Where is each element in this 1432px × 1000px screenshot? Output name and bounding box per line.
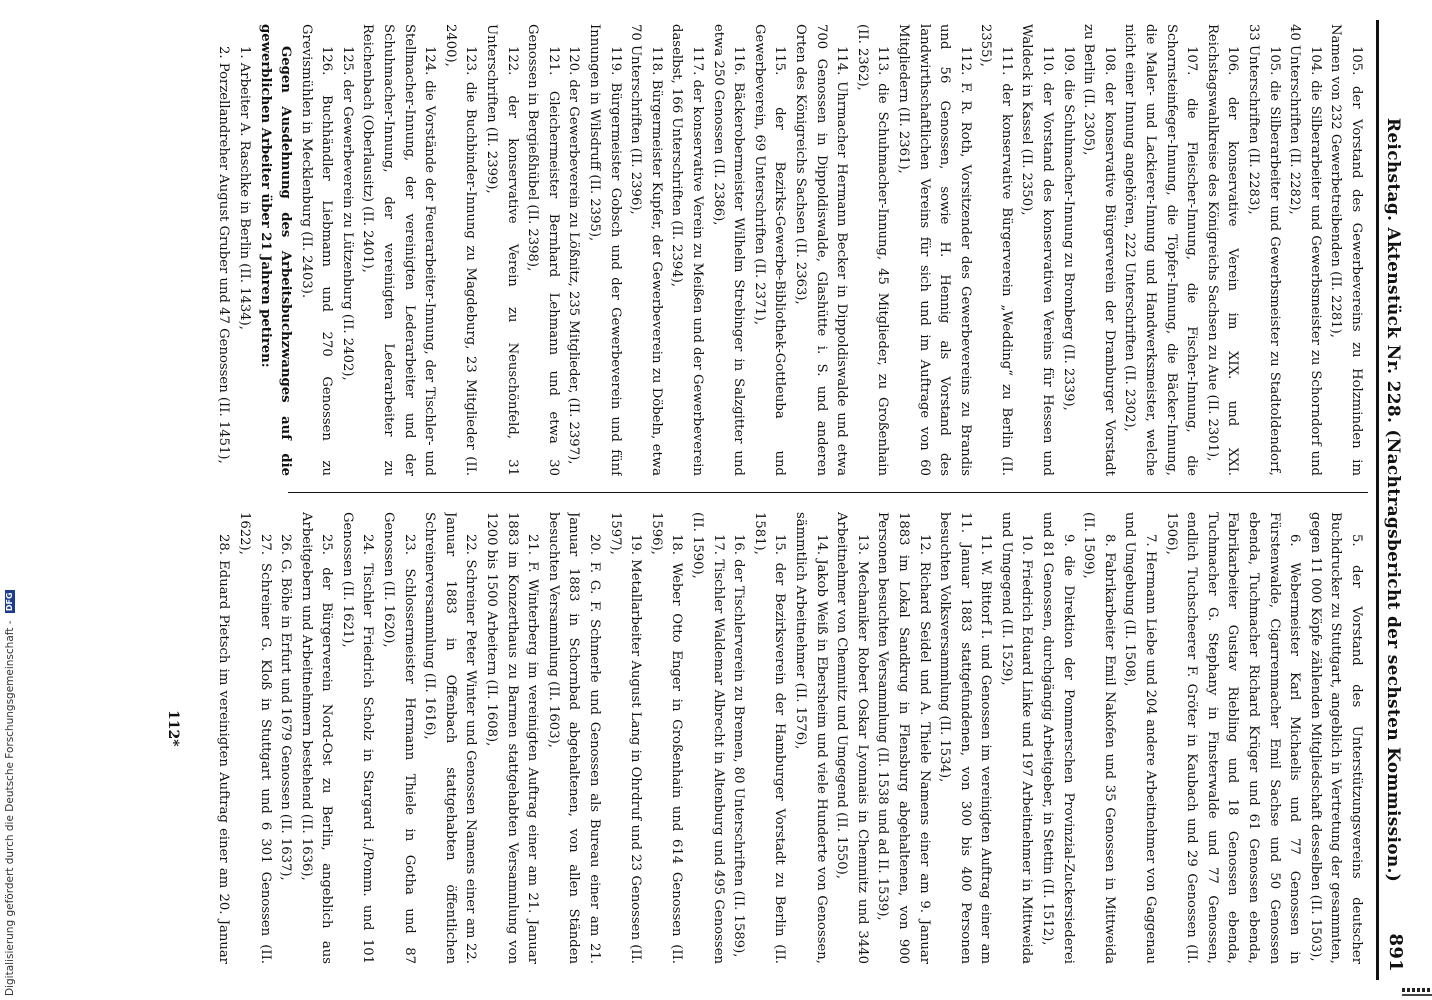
- paragraph: 107. die Fleischer-Innung, die Fischer-Innung, die Schornsteinfeger-Innung, die Töpfer-Innung, die Bäcker-Innung, die Maler- und Lackierer-Innung und Handwerksmeister, welche nicht einer Innung angehören, 222 Unterschriften (II. 2302),: [1122, 24, 1200, 476]
- paragraph: Gegen Ausdehnung des Arbeitsbuchzwanges auf die gewerblichen Arbeiter über 21 Jahren petiren:: [257, 24, 294, 476]
- footer-credit-text: Digitalisierung gefördert durch die Deutsche Forschungsgemeinschaft -: [4, 620, 16, 996]
- paragraph: 11. W. Bittorf I. und Genossen im vereinigten Auftrag einer am 11. Januar 1883 stattgefundenen, von 300 bis 400 Personen besuchten Volksversammlung (II. 1534),: [937, 512, 994, 964]
- paragraph: 8. Fabrikarbeiter Emil Nakofen und 35 Genossen in Mittweida (II. 1509),: [1081, 512, 1117, 964]
- paragraph: 13. Mechaniker Robert Oskar Lyonnais in Chemnitz und 3440 Arbeitnehmer von Chemnitz und Umgegend (II. 1550),: [834, 512, 870, 964]
- paragraph: 104. die Silberarbeiter und Gewerbsmeister zu Schorndorf und 40 Unterschriften (II. 2282),: [1287, 24, 1323, 476]
- paragraph: 105. der Vorstand des Gewerbevereins zu Holzminden im Namen von 232 Gewerbetreibenden (II. 2281),: [1328, 24, 1364, 476]
- paragraph: 19. Metallarbeiter August Lang in Ohrdruf und 23 Genossen (II. 1597),: [607, 512, 644, 964]
- paragraph: 111. der konservative Bürgerverein „Wedding“ zu Berlin (II. 2355),: [978, 24, 1014, 476]
- paragraph: 119. Bürgermeister Gobsch und der Gewerbeverein und fünf Innungen in Wilsdruff (II. 2395),: [587, 24, 623, 476]
- paragraph: 124. die Vorstände der Feuerarbeiter-Innung, der Tischler- und Stellmacher-Innung, der vereinigten Lederarbeiter und der Schuhmacher-Innung, der vereinigten Lederarbeiter zu Reichenbach (Oberlausitz) (II. 2401),: [360, 24, 438, 476]
- signature-mark: 112*: [165, 710, 181, 747]
- paragraph: 2. Porzellandreher August Gruber und 47 Genossen (II. 1451),: [216, 46, 232, 464]
- column-divider: [288, 492, 1368, 493]
- paragraph: 110. der Vorstand des konservativen Vereins für Hessen und Waldeck in Kassel (II. 2350),: [1019, 24, 1056, 476]
- paragraph: 106. der konservative Verein im XIX. und XXI. Reichstagswahlkreise des Königreichs Sachsen zu Aue (II. 2301),: [1204, 24, 1241, 476]
- paragraph: 20. F. G. F. Schmerle und Genossen als Bureau einer am 21. Januar 1883 in Schornbad abgehaltenen, von allen Ständen besuchten Versammlung (II. 1603),: [545, 512, 603, 964]
- paragraph: 126. Buchhändler Liebmann und 270 Genossen zu Grevismühlen in Mecklenburg (II. 2403).: [298, 24, 335, 476]
- paragraph: 21. F. Winterberg im vereinigten Auftrag einer am 21. Januar 1883 im Konzerthaus zu Barmen stattgehabten Versammlung von 1200 bis 1500 Arbeitern (II. 1608),: [484, 512, 541, 964]
- paragraph: 26. G. Böhe in Erfurt und 1679 Genossen (II. 1637),: [278, 534, 294, 881]
- page-header: [1376, 20, 1416, 980]
- document-page: [116, 20, 1416, 980]
- paragraph: 16. der Tischlerverein zu Bremen, 80 Unterschriften (II. 1589),: [731, 534, 747, 958]
- paragraph: 9. die Direktion der Pommerschen Provinzial-Zuckersiederei und 81 Genossen, durchgängig Arbeitgeber, in Stettin (II. 1512),: [1040, 512, 1076, 964]
- scan-edge-mark: [1402, 988, 1432, 992]
- paragraph: 118. Bürgermeister Kupfer, der Gewerbeverein zu Döbeln, etwa 70 Unterschriften (II. 2396),: [628, 24, 664, 476]
- paragraph: 125. der Gewerbeverein zu Lützenburg (II. 2402),: [339, 46, 355, 381]
- page-number: 891: [1385, 933, 1406, 972]
- paragraph: 123. die Buchbinder-Innung zu Magdeburg, 23 Mitglieder (II. 2400),: [442, 24, 479, 476]
- paragraph: 6. Webermeister Karl Michaelis und 77 Genossen in Fürstenwalde, Cigarrenmacher Emil Sachse und 50 Genossen ebenda, Tuchmacher Richard Krüger und 61 Genossen ebenda, Fabrikarbeiter Gustav Riebling und 18 Genossen ebenda, Tuchmacher G. Stephany in Finsterwalde und 77 Genossen, endlich Tuchscheerer F. Gröter in Kaubach und 29 Genossen (II. 1506),: [1163, 512, 1303, 964]
- paragraph: 22. Schreiner Peter Winter und Genossen Namens einer am 22. Januar 1883 in Offenbach stattgehabten öffentlichen Schreinerversammlung (II. 1616),: [422, 512, 479, 964]
- paragraph: 113. die Schuhmacher-Innung, 45 Mitglieder, zu Großenhain (II. 2362),: [854, 24, 891, 476]
- footer-credit: [4, 590, 16, 996]
- paragraph: 14. Jakob Weiß in Ebersheim und viele Hunderte von Genossen, sämmtlich Arbeitnehmer (II. 1576),: [792, 512, 829, 964]
- paragraph: 112. F. R. Roth, Vorsitzender des Gewerbevereins zu Brandis und 56 Genossen, sowie H. Hennig als Vorstand des landwirthschaftlichen Vereins für sich und im Auftrage von 60 Mitgliedern (II. 2361),: [895, 24, 973, 476]
- paragraph: 117. der konservative Verein zu Meißen und der Gewerbeverein daselbst, 166 Unterschriften (II. 2394),: [669, 24, 705, 476]
- paragraph: 5. der Vorstand des Unterstützungsvereins deutscher Buchdrucker zu Stuttgart, angeblich in Vertretung der gesammten, gegen 11 000 Köpfe zählenden Mitgliedschaft desselben (II. 1503),: [1307, 512, 1364, 964]
- paragraph: 114. Uhrmacher Hermann Becker in Dippoldiswalde und etwa 700 Genossen in Dippoldiswalde, Glashütte i. S. und anderen Orten des Königreichs Sachsen (II. 2363),: [792, 24, 850, 476]
- paragraph: 28. Eduard Pietsch im vereinigten Auftrag einer am 20. Januar: [216, 534, 232, 964]
- paragraph: 24. Tischler Friedrich Scholz in Stargard i./Pomm. und 101 Genossen (II. 1621),: [339, 512, 376, 964]
- paragraph: 27. Schreiner G. Kloß in Stuttgart und 6 301 Genossen (II. 1622),: [236, 512, 273, 964]
- paragraph: 25. der Bürgerverein Nord-Ost zu Berlin, angeblich aus Arbeitgebern und Arbeitnehmern bestehend (II. 1636),: [298, 512, 335, 964]
- paragraph: 17. Tischler Waldemar Albrecht in Altenburg und 495 Genossen (II. 1590),: [690, 512, 726, 964]
- paragraph: 1. Arbeiter A. Raschke in Berlin (II. 1434),: [236, 46, 252, 330]
- paragraph: 18. Weber Otto Enger in Großenhain und 614 Genossen (II. 1596),: [648, 512, 685, 964]
- dfg-logo-icon: DFG: [5, 592, 14, 612]
- paragraph: 120. der Gewerbeverein zu Lößnitz, 235 Mitglieder, (II. 2397),: [566, 46, 582, 465]
- paragraph: 12. Richard Seidel und A. Thiele Namens einer am 9. Januar 1883 im Lokal Sandkrug in Flensburg abgehaltenen, von 900 Personen besuchten Versammlung (II. 1538 und ad II. 1539),: [875, 512, 932, 964]
- paragraph: 23. Schlossermeister Hermann Thiele in Gotha und 87 Genossen (II. 1620),: [381, 512, 417, 964]
- paragraph: 15. der Bezirksverein der Hamburger Vorstadt zu Berlin (II. 1581),: [751, 512, 788, 964]
- paragraph: 116. Bäckerobermeister Wilhelm Strebinger in Salzgitter und etwa 250 Genossen (II. 2386),: [710, 24, 747, 476]
- paragraph: 122. der konservative Verein zu Neuschönfeld, 31 Unterschriften (II. 2399),: [484, 24, 520, 476]
- paragraph: 105. die Silberarbeiter und Gewerbsmeister zu Stadtoldendorf, 33 Unterschriften (II. 2283),: [1246, 24, 1282, 476]
- paragraph: 10. Friedrich Eduard Linke und 197 Arbeitnehmer in Mittweida und Umgegend (II. 1529),: [998, 512, 1035, 964]
- scan-edge-line: [1402, 994, 1432, 996]
- paragraph: 121. Gleichermeister Bernhard Lehmann und etwa 30 Genossen in Bergießhübel (II. 2398),: [525, 24, 561, 476]
- header-title: Reichstag. Aktenstück Nr. 228. (Nachtragsbericht der sechsten Kommission.): [1383, 117, 1403, 883]
- paragraph: 115. der Bezirks-Gewerbe-Bibliothek-Gottleuba und Gewerbeverein, 69 Unterschriften (II. 2371),: [751, 24, 788, 476]
- right-column: [216, 512, 1366, 964]
- paragraph: 7. Hermann Liebe und 204 andere Arbeitnehmer von Gaggenau und Umgebung (II. 1508),: [1122, 512, 1159, 964]
- left-column: [216, 24, 1366, 476]
- paragraph: 109. die Schuhmacher-Innung zu Bromberg (II. 2339),: [1060, 46, 1076, 411]
- paragraph: 108. der konservative Bürgerverein der Dramburger Vorstadt zu Berlin (II. 2305),: [1081, 24, 1117, 476]
